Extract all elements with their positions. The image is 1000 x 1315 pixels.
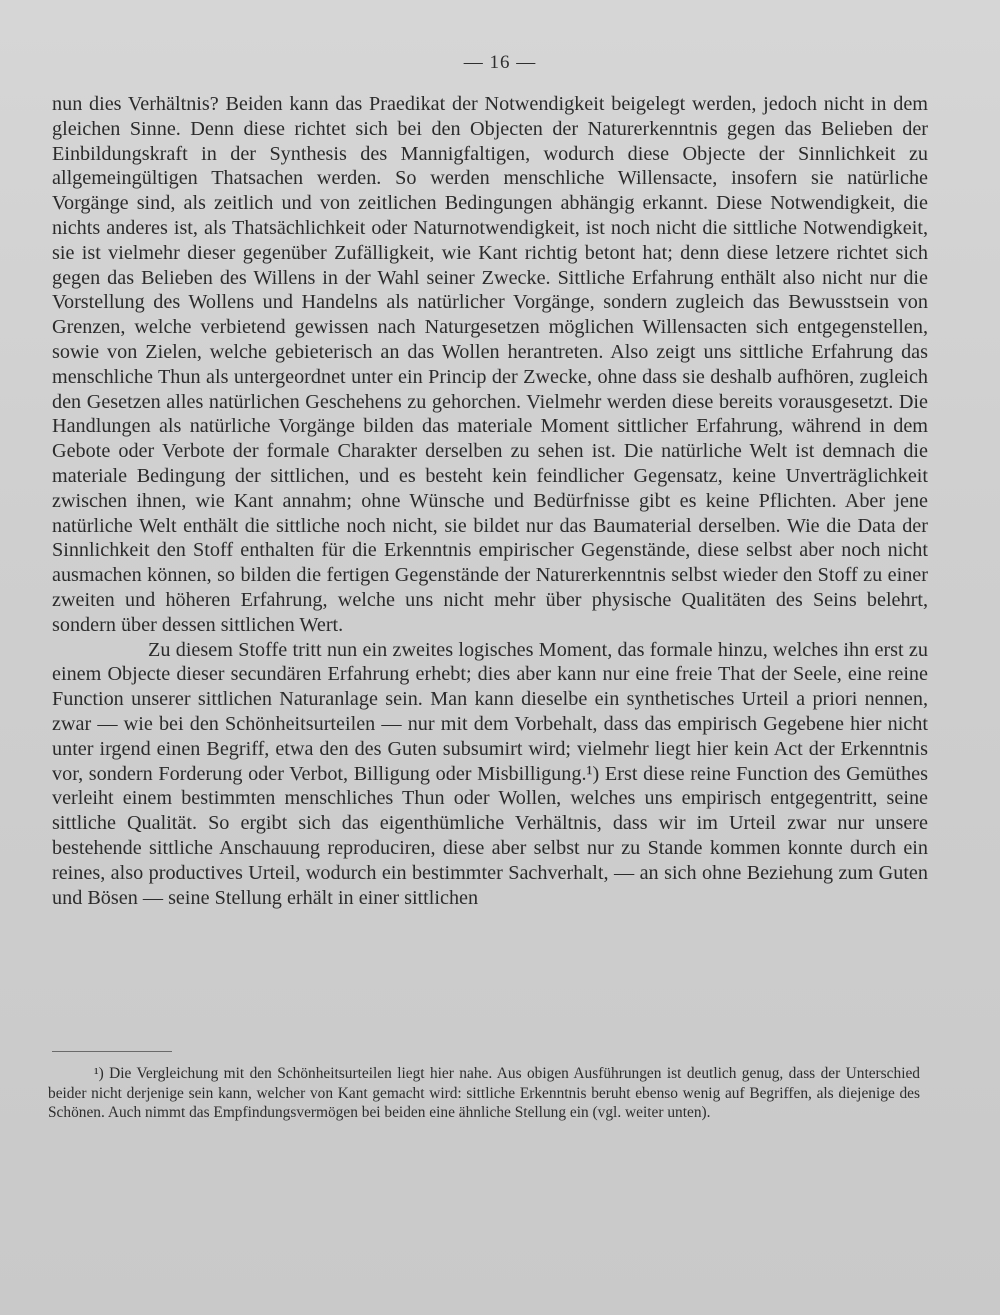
main-text — [52, 92, 928, 910]
paragraph-1: nun dies Verhältnis? Beiden kann das Praedikat der Notwendigkeit beigelegt werden, jedoch nicht in dem gleichen Sinne. Denn diese richtet sich bei den Objecten der Naturerkenntnis gegen das Belieben der Einbildungskraft in der Synthesis des Mannigfaltigen, wodurch diese Objecte der Sinnlichkeit zu allgemeingültigen Thatsachen werden. So werden menschliche Willensacte, insofern sie natürliche Vorgänge sind, als zeitlich und von zeitlichen Bedingungen abhängig erkannt. Diese Notwendigkeit, die nichts anderes ist, als Thatsächlichkeit oder Naturnotwendigkeit, ist noch nicht die sittliche Notwendigkeit, sie ist vielmehr dieser gegenüber Zufälligkeit, wie Kant richtig betont hat; denn diese letzere richtet sich gegen das Belieben des Willens in der Wahl seiner Zwecke. Sittliche Erfahrung enthält also nicht nur die Vorstellung des Wollens und Handelns als natürlicher Vorgänge, sondern zugleich das Bewusstsein von Grenzen, welche verbietend gewissen nach Naturgesetzen möglichen Willensacten sich entgegenstellen, sowie von Zielen, welche gebieterisch an das Wollen herantreten. Also zeigt uns sittliche Erfahrung das menschliche Thun als untergeordnet unter ein Princip der Zwecke, ohne dass sie deshalb aufhören, zugleich den Gesetzen alles natürlichen Geschehens zu gehorchen. Vielmehr werden diese bereits vorausgesetzt. Die Handlungen als natürliche Vorgänge bilden das materiale Moment sittlicher Erfahrung, während in dem Gebote oder Verbote der formale Charakter derselben zu sehen ist. Die natürliche Welt ist demnach die materiale Bedingung der sittlichen, und es besteht kein feindlicher Gegensatz, keine Unverträglichkeit zwischen ihnen, wie Kant annahm; ohne Wünsche und Bedürfnisse gibt es keine Pflichten. Aber jene natürliche Welt enthält die sittliche noch nicht, sie bildet nur das Baumaterial derselben. Wie die Data der Sinnlichkeit den Stoff enthalten für die Erkenntnis empirischer Gegenstände, diese selbst aber noch nicht ausmachen können, so bilden die fertigen Gegenstände der Naturerkenntnis selbst wieder den Stoff zu einer zweiten und höheren Erfahrung, welche uns nicht mehr über physische Qualitäten des Seins belehrt, sondern über dessen sittlichen Wert. — [52, 93, 928, 636]
footnote-1: ¹) Die Vergleichung mit den Schönheitsurteilen liegt hier nahe. Aus obigen Ausführungen ist deutlich genug, dass der Unterschied beider nicht derjenige sein kann, welcher von Kant gemacht wird: sittliche Erkenntnis beruht ebenso wenig auf Begriffen, als diejenige des Schönen. Auch nimmt das Empfindungsvermögen bei beiden eine ähnliche Stellung ein (vgl. weiter unten). — [48, 1065, 920, 1121]
page-number: — 16 — — [463, 52, 537, 73]
footnotes — [48, 1064, 920, 1123]
paragraph-2: Zu diesem Stoffe tritt nun ein zweites logisches Moment, das formale hinzu, welches ihn erst zu einem Objecte dieser secundären Erfahrung erhebt; dies aber kann nur eine freie That der Seele, eine reine Function unserer sittlichen Naturanlage sein. Man kann dieselbe ein synthetisches Urteil a priori nennen, zwar — wie bei den Schönheitsurteilen — nur mit dem Vorbehalt, dass das empirisch Gegebene hier nicht unter irgend einen Begriff, etwa den des Guten subsumirt wird; vielmehr liegt hier kein Act der Erkenntnis vor, sondern Forderung oder Verbot, Billigung oder Misbilligung.¹) Erst diese reine Function des Gemüthes verleiht einem bestimmten menschliches Thun oder Wollen, welches uns empirisch entgegentritt, seine sittliche Qualität. So ergibt sich das eigenthümliche Verhältnis, dass wir im Urteil zwar nur unsere bestehende sittliche Anschauung reproduciren, diese aber selbst nur zu Stande kommen konnte durch ein reines, also productives Urteil, wodurch ein bestimmter Sachverhalt, — an sich ohne Beziehung zum Guten und Bösen — seine Stellung erhält in einer sittlichen — [52, 638, 928, 909]
footnote-divider — [52, 1051, 172, 1052]
